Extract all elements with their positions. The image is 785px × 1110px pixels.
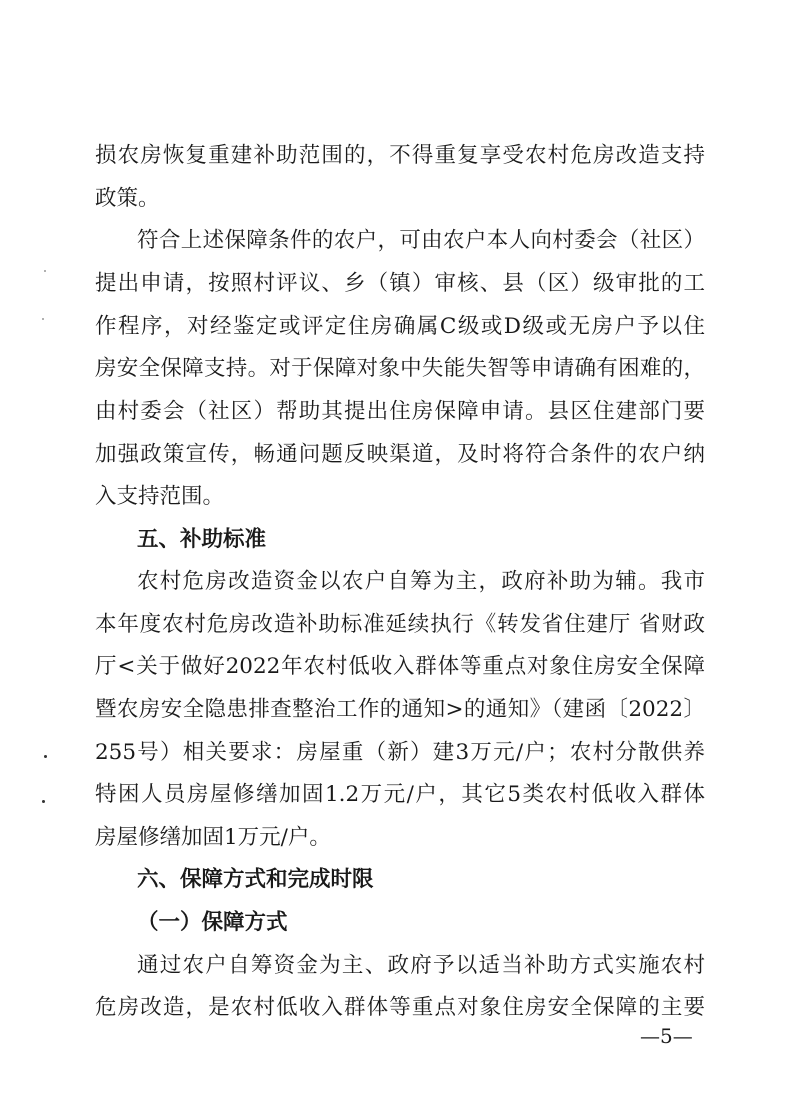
- body-line: 政策。: [95, 186, 160, 211]
- scan-speck: [42, 318, 44, 320]
- body-line: 作程序，对经鉴定或评定住房确属C级或D级或无房户予以住: [95, 314, 705, 339]
- section-heading: 六、保障方式和完成时限: [137, 867, 374, 892]
- body-line: 入支持范围。: [95, 484, 225, 509]
- body-line: 厅<关于做好2022年农村低收入群体等重点对象住房安全保障: [95, 654, 705, 679]
- scan-speck: [44, 755, 47, 758]
- body-line: 本年度农村危房改造补助标准延续执行《转发省住建厅 省财政: [95, 612, 705, 637]
- body-line: 加强政策宣传，畅通问题反映渠道，及时将符合条件的农户纳: [95, 442, 705, 467]
- body-line: 通过农户自筹资金为主、政府予以适当补助方式实施农村: [137, 953, 705, 978]
- body-line: 危房改造，是农村低收入群体等重点对象住房安全保障的主要: [95, 995, 705, 1020]
- section-heading: 五、补助标准: [137, 527, 267, 552]
- body-line: 房安全保障支持。对于保障对象中失能失智等申请确有困难的，: [95, 356, 705, 381]
- body-line: 255号）相关要求：房屋重（新）建3万元/户；农村分散供养: [95, 740, 705, 765]
- body-line: 提出申请，按照村评议、乡（镇）审核、县（区）级审批的工: [95, 271, 705, 296]
- body-line: 房屋修缮加固1万元/户。: [95, 825, 331, 850]
- body-line: 暨农房安全隐患排查整治工作的通知>的通知》（建函〔2022〕: [95, 697, 705, 722]
- subsection-heading: （一）保障方式: [137, 910, 288, 935]
- body-line: 农村危房改造资金以农户自筹为主，政府补助为辅。我市: [137, 569, 705, 594]
- body-line: 由村委会（社区）帮助其提出住房保障申请。县区住建部门要: [95, 399, 705, 424]
- body-line: 损农房恢复重建补助范围的，不得重复享受农村危房改造支持: [95, 143, 705, 168]
- scan-speck: [42, 800, 45, 803]
- body-line: 符合上述保障条件的农户，可由农户本人向村委会（社区）: [137, 228, 705, 253]
- body-line: 特困人员房屋修缮加固1.2万元/户，其它5类农村低收入群体: [95, 782, 705, 807]
- page-number: —5—: [640, 1024, 693, 1048]
- scan-speck: [44, 270, 46, 272]
